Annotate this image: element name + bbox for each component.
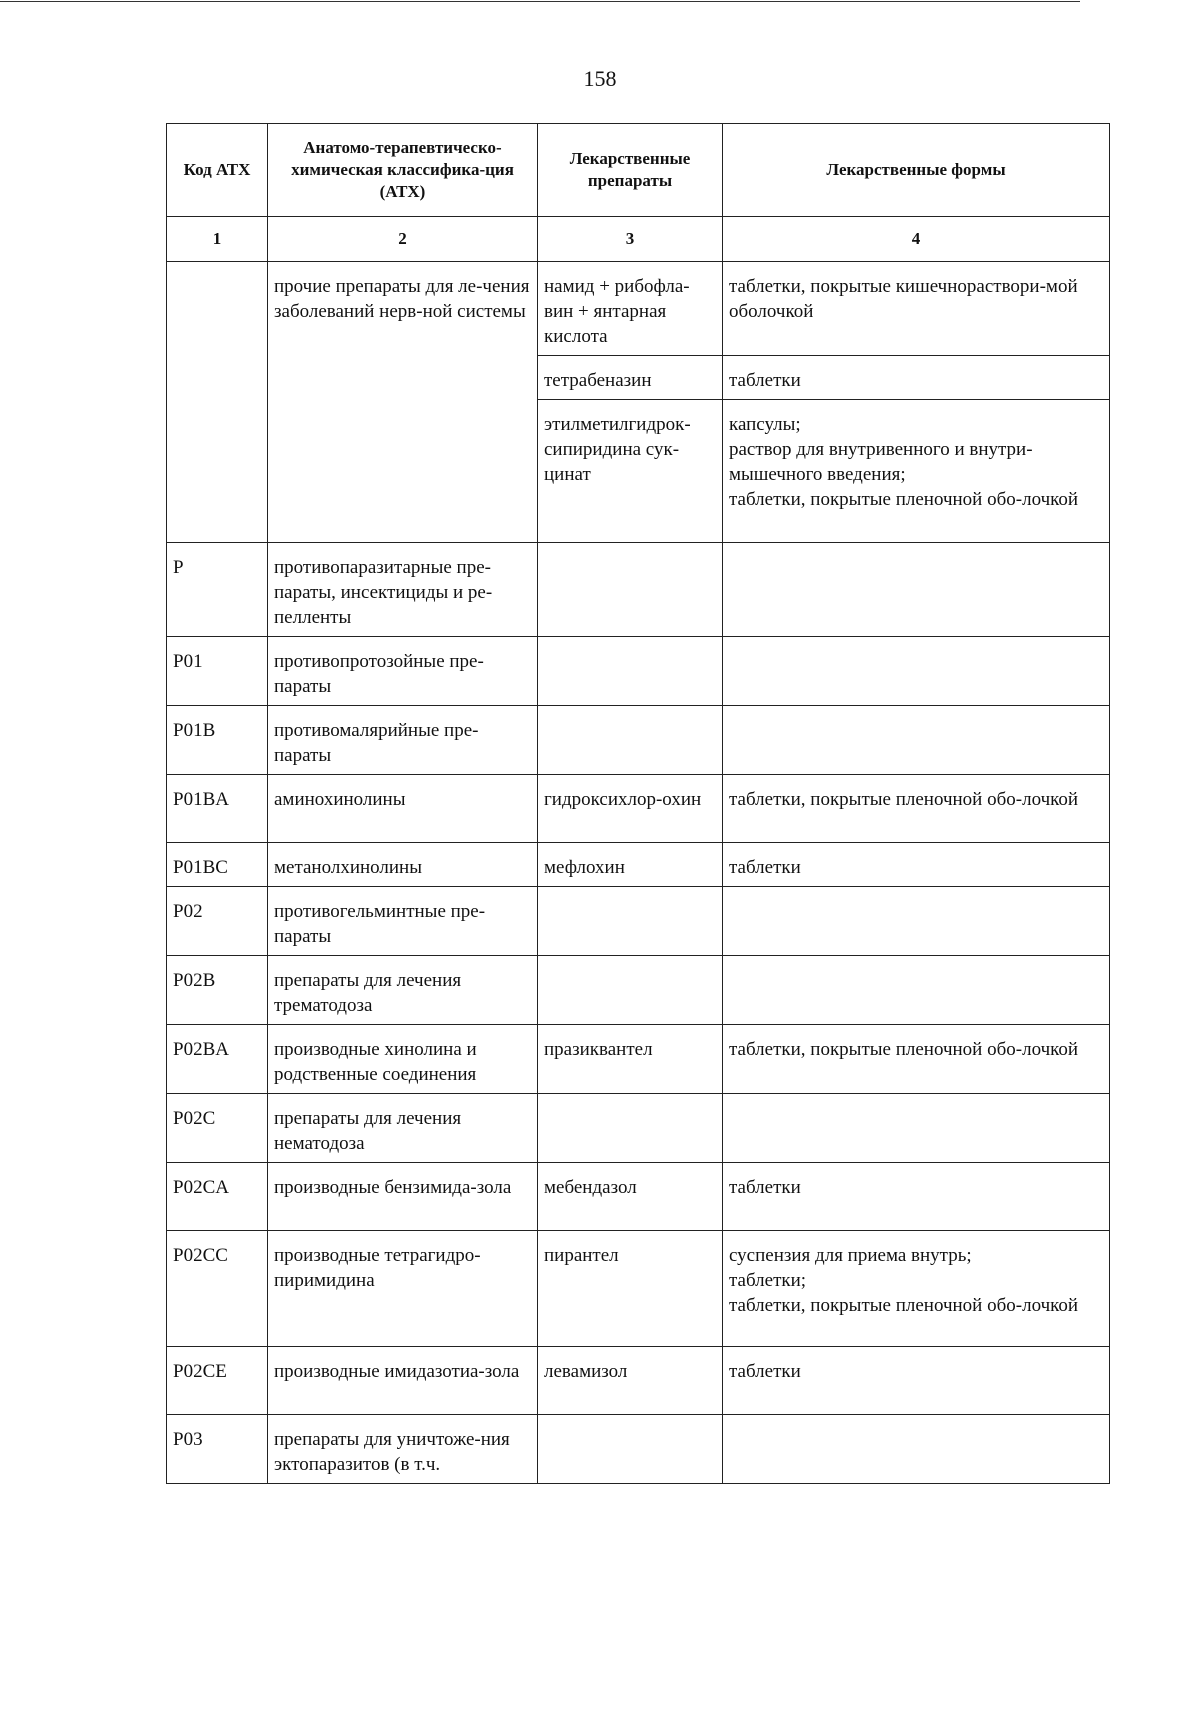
code-cell: P02B — [167, 956, 268, 1025]
drug-cell: мефлохин — [538, 843, 723, 887]
forms-cell: таблетки, покрытые пленочной обо-лочкой — [723, 775, 1110, 843]
forms-cell: таблетки — [723, 843, 1110, 887]
class-cell: противопаразитарные пре-параты, инсектициды и ре-пелленты — [268, 543, 538, 637]
table-row — [167, 1025, 1110, 1094]
drug-cell: этилметилгидрок-сипиридина сук-цинат — [538, 400, 723, 543]
drug-cell — [538, 1094, 723, 1163]
column-number: 1 — [167, 217, 268, 262]
drug-cell: гидроксихлор-охин — [538, 775, 723, 843]
code-cell: P02BA — [167, 1025, 268, 1094]
column-number-row — [167, 217, 1110, 262]
drug-cell: левамизол — [538, 1347, 723, 1415]
header-code: Код АТХ — [167, 124, 268, 217]
class-cell: метанолхинолины — [268, 843, 538, 887]
forms-cell — [723, 706, 1110, 775]
class-cell: противогельминтные пре-параты — [268, 887, 538, 956]
drug-cell — [538, 706, 723, 775]
header-row — [167, 124, 1110, 217]
drug-cell: тетрабеназин — [538, 356, 723, 400]
code-cell: P02CC — [167, 1231, 268, 1347]
code-cell: P01BA — [167, 775, 268, 843]
table-row — [167, 1415, 1110, 1484]
forms-cell — [723, 1094, 1110, 1163]
drug-cell: празиквантел — [538, 1025, 723, 1094]
atx-rows — [167, 543, 1110, 1484]
class-cell: прочие препараты для ле-чения заболеваний нерв-ной системы — [268, 262, 538, 543]
forms-cell — [723, 543, 1110, 637]
table-row — [167, 1231, 1110, 1347]
forms-cell: таблетки — [723, 1163, 1110, 1231]
table-row — [167, 1094, 1110, 1163]
forms-cell: таблетки, покрытые пленочной обо-лочкой — [723, 1025, 1110, 1094]
header-drugs: Лекарственные препараты — [538, 124, 723, 217]
drug-cell: мебендазол — [538, 1163, 723, 1231]
forms-cell — [723, 1415, 1110, 1484]
class-cell: производные имидазотиа-зола — [268, 1347, 538, 1415]
class-cell: противомалярийные пре-параты — [268, 706, 538, 775]
table-row — [167, 775, 1110, 843]
table-row — [167, 543, 1110, 637]
column-number: 4 — [723, 217, 1110, 262]
drug-cell: намид + рибофла-вин + янтарная кислота — [538, 262, 723, 356]
drug-cell — [538, 543, 723, 637]
code-cell: P01BC — [167, 843, 268, 887]
class-cell: производные тетрагидро-пиримидина — [268, 1231, 538, 1347]
table-row — [167, 843, 1110, 887]
code-cell: P02CA — [167, 1163, 268, 1231]
top-rule — [0, 1, 1080, 2]
code-cell: P02 — [167, 887, 268, 956]
forms-cell: суспензия для приема внутрь; таблетки; таблетки, покрытые пленочной обо-лочкой — [723, 1231, 1110, 1347]
table-row — [167, 262, 1110, 356]
table-row — [167, 887, 1110, 956]
code-cell — [167, 262, 268, 543]
code-cell: P02C — [167, 1094, 268, 1163]
forms-cell — [723, 637, 1110, 706]
column-number: 3 — [538, 217, 723, 262]
forms-cell — [723, 887, 1110, 956]
forms-cell: таблетки, покрытые кишечнораствори-мой оболочкой — [723, 262, 1110, 356]
drug-cell — [538, 1415, 723, 1484]
class-cell: противопротозойные пре-параты — [268, 637, 538, 706]
drug-cell — [538, 956, 723, 1025]
class-cell: препараты для уничтоже-ния эктопаразитов (в т.ч. — [268, 1415, 538, 1484]
drug-cell — [538, 637, 723, 706]
table-row — [167, 706, 1110, 775]
class-cell: препараты для лечения нематодоза — [268, 1094, 538, 1163]
code-cell: P01B — [167, 706, 268, 775]
code-cell: P — [167, 543, 268, 637]
table-row — [167, 1163, 1110, 1231]
forms-cell: капсулы; раствор для внутривенного и внутри-мышечного введения; таблетки, покрытые пленочной обо-лочкой — [723, 400, 1110, 543]
forms-cell: таблетки — [723, 1347, 1110, 1415]
header-forms: Лекарственные формы — [723, 124, 1110, 217]
table-row — [167, 637, 1110, 706]
class-cell: производные бензимида-зола — [268, 1163, 538, 1231]
table-row — [167, 956, 1110, 1025]
code-cell: P02CE — [167, 1347, 268, 1415]
class-cell: аминохинолины — [268, 775, 538, 843]
atx-table — [166, 123, 1110, 1484]
class-cell: препараты для лечения трематодоза — [268, 956, 538, 1025]
forms-cell — [723, 956, 1110, 1025]
drug-cell: пирантел — [538, 1231, 723, 1347]
code-cell: P03 — [167, 1415, 268, 1484]
forms-cell: таблетки — [723, 356, 1110, 400]
table-row — [167, 1347, 1110, 1415]
column-number: 2 — [268, 217, 538, 262]
drug-cell — [538, 887, 723, 956]
page-number: 158 — [583, 66, 617, 91]
code-cell: P01 — [167, 637, 268, 706]
header-classification: Анатомо-терапевтическо-химическая классифика-ция (АТХ) — [268, 124, 538, 217]
class-cell: производные хинолина и родственные соединения — [268, 1025, 538, 1094]
